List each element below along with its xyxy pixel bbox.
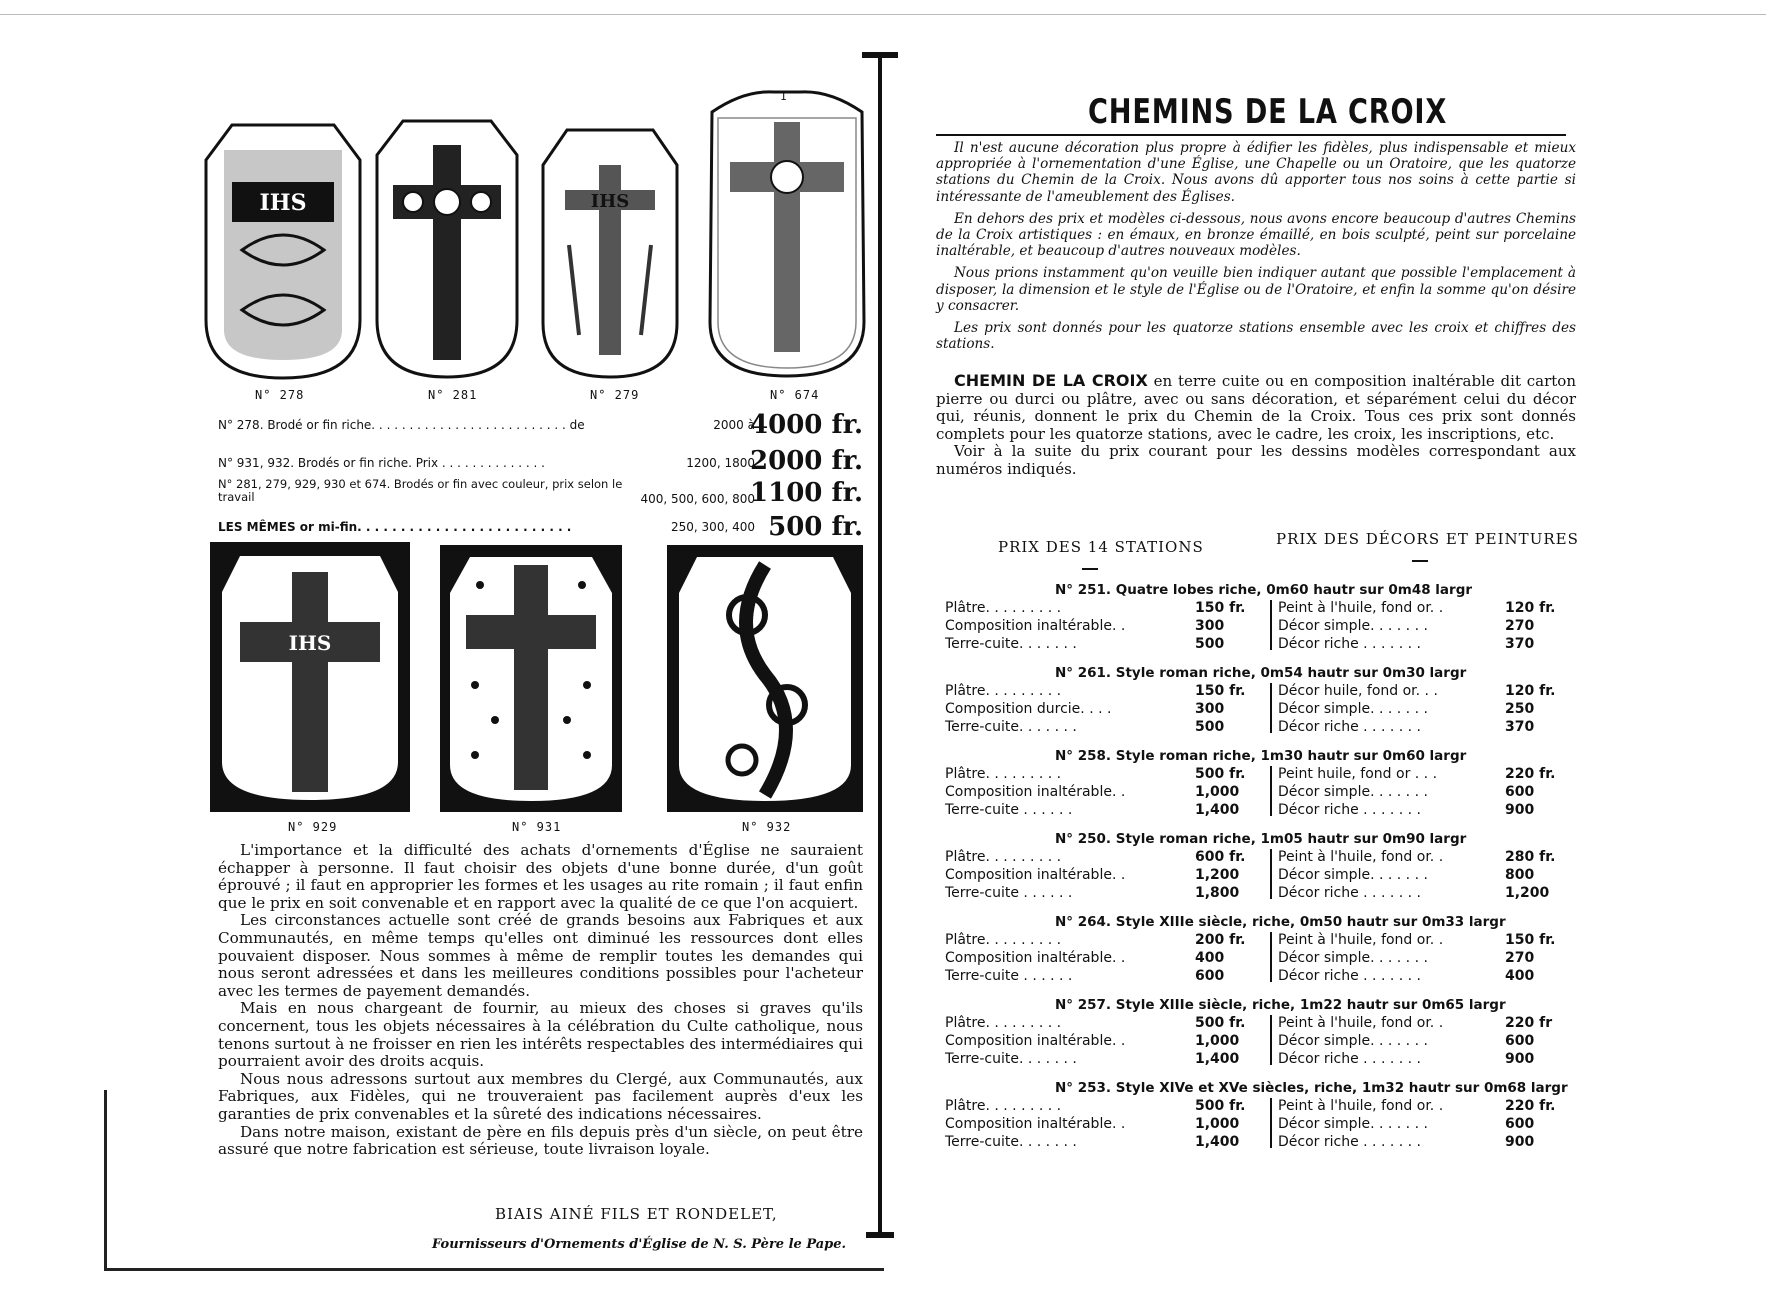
decor-price: 600	[1505, 1033, 1535, 1049]
price-row-memes	[218, 512, 863, 542]
left-paragraph-1: L'importance et la difficulté des achats d'ornements d'Église ne sauraient échapper à personne. Il faut choisir des objets d'une bonne durée, d'un goût éprouvé ; il faut en approprier les formes et les usages au rite romain ; il faut enfin que le prix en soit convenable et en rapport avec la qualité de ce que l'on acquiert.	[218, 841, 863, 912]
decor-label: Décor simple. . . . . . .	[1278, 867, 1428, 883]
vestment-931-illustration	[440, 545, 622, 812]
column-separator	[1270, 683, 1272, 733]
station-block	[945, 582, 1575, 664]
column-separator	[1270, 849, 1272, 899]
station-title: N° 264. Style XIIIe siècle, riche, 0m50 hautr sur 0m33 largr	[1055, 914, 1506, 930]
station-block	[945, 914, 1575, 996]
decor-price: 600	[1505, 1116, 1535, 1132]
svg-text:IHS: IHS	[590, 191, 630, 212]
decor-label: Décor riche . . . . . . .	[1278, 885, 1421, 901]
decor-label: Décor simple. . . . . . .	[1278, 1033, 1428, 1049]
caption-281: N° 281	[428, 388, 478, 402]
svg-text:IHS: IHS	[259, 190, 307, 216]
caption-929: N° 929	[288, 820, 338, 834]
left-margin-rule	[104, 1090, 107, 1270]
column-rule-right	[1412, 560, 1428, 562]
column-separator	[1270, 766, 1272, 816]
price-max: 2000 fr.	[750, 446, 863, 476]
material-price: 1,000	[1195, 784, 1240, 800]
material-label: Plâtre. . . . . . . . .	[945, 683, 1062, 699]
left-paragraph-2: Les circonstances actuelle sont créé de grands besoins aux Fabriques et aux Communautés, en même temps qu'elles ont diminué les ressources dont elles pouvaient disposer. Nous sommes à même de remplir toutes les demandes qui nous seront adressées et dans les meilleures conditions possibles pour l'acheteur avec les termes de payement demandés.	[218, 911, 863, 1000]
decor-label: Décor riche . . . . . . .	[1278, 636, 1421, 652]
bottom-margin-rule	[104, 1268, 884, 1271]
decor-label: Décor simple. . . . . . .	[1278, 701, 1428, 717]
material-price: 1,400	[1195, 1051, 1240, 1067]
vestment-674-illustration	[704, 82, 870, 382]
price-range: 250, 300, 400	[671, 520, 755, 534]
vestment-279-illustration	[539, 125, 681, 383]
material-price: 300	[1195, 701, 1225, 717]
material-label: Plâtre. . . . . . . . .	[945, 766, 1062, 782]
material-price: 500 fr.	[1195, 766, 1246, 782]
spine-cap-bottom	[866, 1232, 894, 1238]
material-label: Composition inaltérable. .	[945, 1033, 1126, 1049]
vestment-674-mark: 1	[780, 90, 788, 103]
intro-text	[936, 140, 1576, 358]
decor-price: 900	[1505, 1051, 1535, 1067]
station-title: N° 258. Style roman riche, 1m30 hautr sur 0m60 largr	[1055, 748, 1467, 764]
price-desc: N° 278. Brodé or fin riche. . . . . . . . . . . . . . . . . . . . . . . . . . de	[218, 418, 585, 432]
material-label: Terre-cuite . . . . . .	[945, 968, 1073, 984]
material-price: 500 fr.	[1195, 1098, 1246, 1114]
price-desc: LES MÊMES or mi-fin. . . . . . . . . . . . . . . . . . . . . . . . .	[218, 520, 572, 534]
material-price: 500 fr.	[1195, 1015, 1246, 1031]
intro-paragraph-1: Il n'est aucune décoration plus propre à édifier les fidèles, plus indispensable et mieux appropriée à l'ornementation d'une Église, une Chapelle ou un Oratoire, que les quatorze stations du Chemin de la Croix. Nous avons dû apporter tous nos soins à cette partie si intéressante de l'ameublement des Églises.	[936, 140, 1576, 205]
left-paragraph-3: Mais en nous chargeant de fournir, au mieux des choses si graves qu'ils concernent, tous les objets nécessaires à la célébration du Culte catholique, nous tenons surtout à ne froisser en rien les intérêts respectables des intermédiaires qui pourraient avoir des droits acquis.	[218, 999, 863, 1071]
price-row-281-group	[218, 478, 863, 514]
material-price: 600	[1195, 968, 1225, 984]
decor-price: 600	[1505, 784, 1535, 800]
decor-price: 120 fr.	[1505, 600, 1556, 616]
caption-931: N° 931	[512, 820, 562, 834]
decor-price: 270	[1505, 950, 1535, 966]
price-range: 2000 à	[713, 418, 755, 432]
decor-price: 250	[1505, 701, 1535, 717]
decor-label: Décor riche . . . . . . .	[1278, 968, 1421, 984]
decor-price: 220 fr	[1505, 1015, 1553, 1031]
column-rule-left	[1082, 568, 1098, 570]
vestment-932-illustration	[667, 545, 863, 812]
price-desc: N° 281, 279, 929, 930 et 674. Brodés or fin avec couleur, prix selon le travail	[218, 477, 623, 504]
station-block	[945, 665, 1575, 747]
material-price: 1,000	[1195, 1033, 1240, 1049]
decor-label: Décor riche . . . . . . .	[1278, 802, 1421, 818]
body-paragraph-2: Voir à la suite du prix courant pour les dessins modèles correspondant aux numéros indiqués.	[936, 442, 1576, 478]
price-max: 1100 fr.	[750, 478, 863, 508]
material-price: 500	[1195, 719, 1225, 735]
material-price: 500	[1195, 636, 1225, 652]
left-paragraph-5: Dans notre maison, existant de père en fils depuis près d'un siècle, on peut être assuré que notre fabrication est sérieuse, toute livraison loyale.	[218, 1122, 863, 1159]
material-price: 1,400	[1195, 1134, 1240, 1150]
material-price: 150 fr.	[1195, 600, 1246, 616]
station-title: N° 250. Style roman riche, 1m05 hautr sur 0m90 largr	[1055, 831, 1467, 847]
decor-label: Décor simple. . . . . . .	[1278, 950, 1428, 966]
material-price: 200 fr.	[1195, 932, 1246, 948]
material-label: Plâtre. . . . . . . . .	[945, 1098, 1062, 1114]
decor-label: Décor simple. . . . . . .	[1278, 1116, 1428, 1132]
decor-price: 370	[1505, 719, 1535, 735]
material-price: 1,800	[1195, 885, 1240, 901]
material-label: Composition inaltérable. .	[945, 950, 1126, 966]
title-rule	[936, 134, 1566, 136]
decor-label: Peint à l'huile, fond or. .	[1278, 932, 1444, 948]
column-separator	[1270, 932, 1272, 982]
decor-label: Peint à l'huile, fond or. .	[1278, 1015, 1444, 1031]
decor-price: 800	[1505, 867, 1535, 883]
column-header-stations: PRIX DES 14 STATIONS	[998, 538, 1204, 556]
material-label: Terre-cuite. . . . . . .	[945, 719, 1077, 735]
material-label: Composition durcie. . . .	[945, 701, 1112, 717]
page-top-border	[0, 14, 1766, 15]
material-label: Composition inaltérable. .	[945, 618, 1126, 634]
decor-price: 220 fr.	[1505, 1098, 1556, 1114]
material-label: Composition inaltérable. .	[945, 867, 1126, 883]
decor-label: Décor simple. . . . . . .	[1278, 784, 1428, 800]
price-desc: N° 931, 932. Brodés or fin riche. Prix . . . . . . . . . . . . . .	[218, 456, 545, 470]
intro-paragraph-2: En dehors des prix et modèles ci-dessous, nous avons encore beaucoup d'autres Chemins de la Croix artistiques : en émaux, en bronze émaillé, en bois sculpté, peint sur porcelaine inaltérable, et beaucoup d'autres nouveaux modèles.	[936, 210, 1576, 260]
material-price: 1,400	[1195, 802, 1240, 818]
book-spine	[878, 55, 882, 1235]
column-separator	[1270, 1098, 1272, 1148]
material-label: Composition inaltérable. .	[945, 784, 1126, 800]
decor-price: 150 fr.	[1505, 932, 1556, 948]
material-price: 400	[1195, 950, 1225, 966]
left-body-text	[218, 842, 863, 1159]
body-rest: en terre cuite ou en composition inaltérable dit carton pierre ou durci ou plâtre, avec ou sans décoration, et séparément celui du décor qui, réunis, donnent le prix du Chemin de la Croix. Tous ces prix sont donnés complets pour les quatorze stations, avec le cadre, les croix, les inscriptions, etc.	[936, 372, 1576, 443]
column-header-decors: PRIX DES DÉCORS ET PEINTURES	[1276, 530, 1579, 548]
material-label: Plâtre. . . . . . . . .	[945, 849, 1062, 865]
station-block	[945, 831, 1575, 913]
column-separator	[1270, 600, 1272, 650]
price-range: 1200, 1800	[686, 456, 755, 470]
material-label: Terre-cuite. . . . . . .	[945, 1051, 1077, 1067]
decor-label: Peint à l'huile, fond or. .	[1278, 849, 1444, 865]
caption-279: N° 279	[590, 388, 640, 402]
column-separator	[1270, 1015, 1272, 1065]
decor-label: Décor riche . . . . . . .	[1278, 1134, 1421, 1150]
material-price: 600 fr.	[1195, 849, 1246, 865]
caption-674: N° 674	[770, 388, 820, 402]
body-lead: CHEMIN DE LA CROIX	[954, 371, 1148, 390]
intro-paragraph-4: Les prix sont donnés pour les quatorze stations ensemble avec les croix et chiffres des stations.	[936, 320, 1576, 353]
price-max: 4000 fr.	[750, 410, 863, 440]
vestment-281-illustration	[373, 115, 521, 383]
decor-price: 900	[1505, 1134, 1535, 1150]
intro-paragraph-3: Nous prions instamment qu'on veuille bien indiquer autant que possible l'emplacement à disposer, la dimension et le style de l'Église ou de l'Oratoire, et enfin la somme qu'on désire y consacrer.	[936, 265, 1576, 314]
material-label: Composition inaltérable. .	[945, 1116, 1126, 1132]
station-title: N° 251. Quatre lobes riche, 0m60 hautr sur 0m48 largr	[1055, 582, 1473, 598]
price-row-931-932	[218, 446, 863, 476]
material-price: 1,000	[1195, 1116, 1240, 1132]
station-block	[945, 748, 1575, 830]
material-label: Terre-cuite . . . . . .	[945, 885, 1073, 901]
station-block	[945, 1080, 1575, 1162]
vestment-929-illustration	[210, 542, 410, 812]
decor-label: Décor riche . . . . . . .	[1278, 1051, 1421, 1067]
decor-price: 120 fr.	[1505, 683, 1556, 699]
decor-price: 900	[1505, 802, 1535, 818]
decor-label: Peint à l'huile, fond or. .	[1278, 1098, 1444, 1114]
decor-price: 280 fr.	[1505, 849, 1556, 865]
decor-label: Décor simple. . . . . . .	[1278, 618, 1428, 634]
vestment-278-illustration	[202, 120, 364, 382]
decor-price: 1,200	[1505, 885, 1550, 901]
material-label: Plâtre. . . . . . . . .	[945, 932, 1062, 948]
material-price: 1,200	[1195, 867, 1240, 883]
station-block	[945, 997, 1575, 1079]
decor-price: 220 fr.	[1505, 766, 1556, 782]
spine-cap-top	[862, 52, 898, 58]
body-text	[936, 372, 1576, 478]
signature-subtitle: Fournisseurs d'Ornements d'Église de N. S. Père le Pape.	[432, 1237, 847, 1252]
station-title: N° 257. Style XIIIe siècle, riche, 1m22 hautr sur 0m65 largr	[1055, 997, 1506, 1013]
price-max: 500 fr.	[768, 512, 863, 542]
caption-932: N° 932	[742, 820, 792, 834]
station-title: N° 261. Style roman riche, 0m54 hautr sur 0m30 largr	[1055, 665, 1467, 681]
station-title: N° 253. Style XIVe et XVe siècles, riche, 1m32 hautr sur 0m68 largr	[1055, 1080, 1568, 1096]
material-label: Plâtre. . . . . . . . .	[945, 600, 1062, 616]
decor-label: Peint à l'huile, fond or. .	[1278, 600, 1444, 616]
svg-text:IHS: IHS	[288, 631, 332, 655]
decor-price: 370	[1505, 636, 1535, 652]
signature-company: BIAIS AINÉ FILS ET RONDELET,	[495, 1205, 778, 1223]
material-label: Terre-cuite. . . . . . .	[945, 636, 1077, 652]
decor-label: Décor riche . . . . . . .	[1278, 719, 1421, 735]
price-row-278	[218, 410, 863, 440]
decor-label: Peint huile, fond or . . .	[1278, 766, 1438, 782]
left-paragraph-4: Nous nous adressons surtout aux membres du Clergé, aux Communautés, aux Fabriques, aux Fidèles, qui ne trouveraient pas facilement auprès d'eux les garanties de prix convenables et la sûreté des indications nécessaires.	[218, 1069, 863, 1123]
decor-price: 270	[1505, 618, 1535, 634]
decor-label: Décor huile, fond or. . .	[1278, 683, 1438, 699]
material-label: Plâtre. . . . . . . . .	[945, 1015, 1062, 1031]
material-price: 300	[1195, 618, 1225, 634]
price-range: 400, 500, 600, 800	[640, 492, 755, 506]
decor-price: 400	[1505, 968, 1535, 984]
caption-278: N° 278	[255, 388, 305, 402]
material-label: Terre-cuite. . . . . . .	[945, 1134, 1077, 1150]
material-price: 150 fr.	[1195, 683, 1246, 699]
page-title: CHEMINS DE LA CROIX	[1088, 92, 1448, 132]
material-label: Terre-cuite . . . . . .	[945, 802, 1073, 818]
